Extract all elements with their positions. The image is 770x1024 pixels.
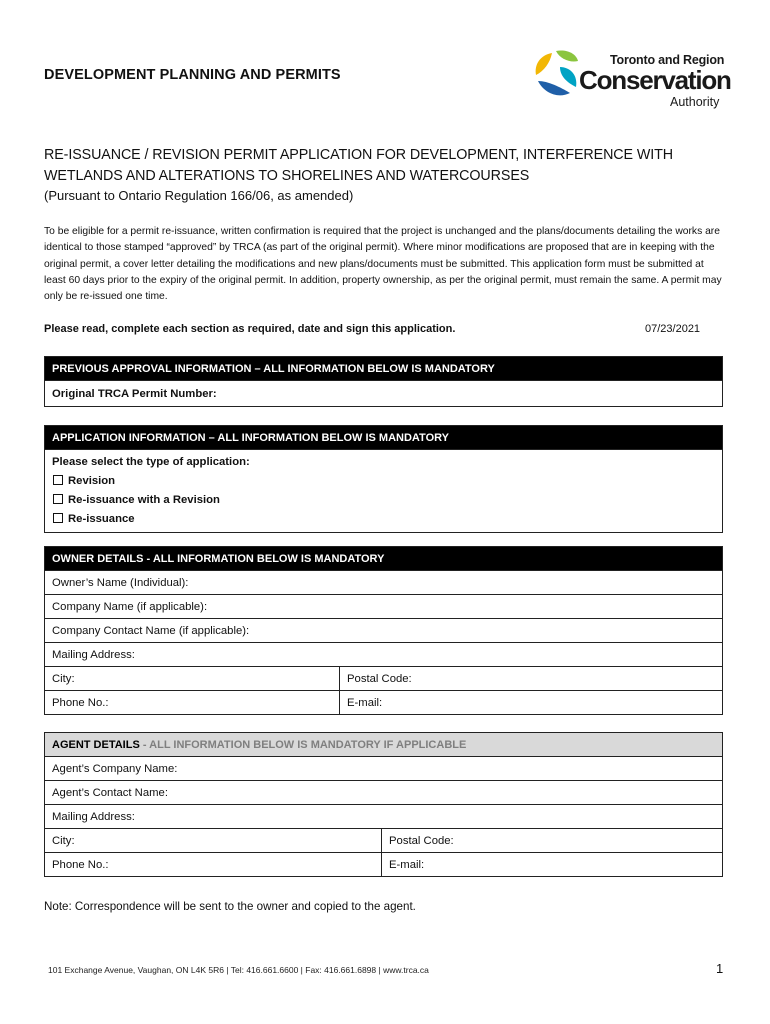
agent-header-bold: AGENT DETAILS — [52, 738, 140, 751]
owner-phone-field[interactable]: Phone No.: — [45, 691, 340, 715]
agent-details-header — [45, 733, 723, 757]
owner-name-field[interactable]: Owner’s Name (Individual): — [45, 571, 723, 595]
owner-details-section — [44, 546, 723, 715]
agent-phone-field[interactable]: Phone No.: — [45, 853, 382, 877]
instruction-text: Please read, complete each section as required, date and sign this application. — [44, 323, 456, 335]
application-info-section — [44, 425, 723, 533]
owner-postal-field[interactable]: Postal Code: — [340, 667, 723, 691]
application-type-cell — [45, 450, 723, 533]
option-label: Re-issuance — [68, 513, 135, 525]
agent-details-section — [44, 732, 723, 877]
option-reissuance[interactable] — [52, 510, 715, 529]
form-title-line-2: WETLANDS AND ALTERATIONS TO SHORELINES AND WATERCOURSES — [44, 168, 530, 184]
form-title-line-1: RE-ISSUANCE / REVISION PERMIT APPLICATION FOR DEVELOPMENT, INTERFERENCE WITH — [44, 147, 673, 163]
form-title — [44, 145, 724, 187]
footer-contact: 101 Exchange Avenue, Vaughan, ON L4K 5R6 | Tel: 416.661.6600 | Fax: 416.661.6898 | www.trca.ca — [48, 965, 429, 975]
trca-logo — [530, 49, 730, 113]
form-subtitle: (Pursuant to Ontario Regulation 166/06, as amended) — [44, 188, 354, 203]
application-date[interactable]: 07/23/2021 — [645, 323, 701, 335]
document-heading: DEVELOPMENT PLANNING AND PERMITS — [44, 67, 341, 83]
option-label: Revision — [68, 475, 116, 487]
agent-address-field[interactable]: Mailing Address: — [45, 805, 723, 829]
option-reissuance-with-revision[interactable] — [52, 491, 715, 510]
agent-postal-field[interactable]: Postal Code: — [382, 829, 723, 853]
owner-header-rest: - ALL INFORMATION BELOW IS MANDATORY — [143, 552, 385, 565]
application-type-prompt: Please select the type of application: — [52, 456, 250, 468]
owner-contact-field[interactable]: Company Contact Name (if applicable): — [45, 619, 723, 643]
intro-paragraph: To be eligible for a permit re-issuance, written confirmation is required that the project is unchanged and the plans/documents detailing the works are identical to those stamped “approved” by TRCA (as part of the original permit). Where minor modifications are proposed that are in keeping with the original permit, a cover letter detailing the modifications and new plans/documents must be submitted. This application form must be submitted at least 60 days prior to the expiry of the original permit. In addition, property ownership, as per the original permit, must remain the same. A permit may only be re-issued one time. — [44, 226, 722, 303]
leaf-logo-icon — [530, 49, 582, 101]
agent-company-field[interactable]: Agent’s Company Name: — [45, 757, 723, 781]
permit-number-label: Original TRCA Permit Number: — [52, 387, 217, 400]
page-number: 1 — [716, 961, 724, 976]
checkbox-icon[interactable] — [53, 475, 63, 485]
agent-contact-field[interactable]: Agent’s Contact Name: — [45, 781, 723, 805]
previous-approval-section — [44, 356, 723, 407]
logo-line-2: Conservation — [579, 65, 731, 95]
agent-header-rest: - ALL INFORMATION BELOW IS MANDATORY IF APPLICABLE — [139, 738, 467, 751]
permit-number-field[interactable] — [45, 381, 723, 407]
logo-line-1: Toronto and Region — [610, 53, 725, 67]
correspondence-note: Note: Correspondence will be sent to the owner and copied to the agent. — [44, 900, 416, 913]
owner-address-field[interactable]: Mailing Address: — [45, 643, 723, 667]
option-label: Re-issuance with a Revision — [68, 494, 220, 506]
agent-city-field[interactable]: City: — [45, 829, 382, 853]
owner-email-field[interactable]: E-mail: — [340, 691, 723, 715]
checkbox-icon[interactable] — [53, 513, 63, 523]
owner-company-field[interactable]: Company Name (if applicable): — [45, 595, 723, 619]
checkbox-icon[interactable] — [53, 494, 63, 504]
option-revision[interactable] — [52, 472, 715, 491]
application-info-header: APPLICATION INFORMATION – ALL INFORMATION BELOW IS MANDATORY — [45, 426, 723, 450]
logo-line-3: Authority — [670, 95, 720, 109]
agent-email-field[interactable]: E-mail: — [382, 853, 723, 877]
previous-approval-header: PREVIOUS APPROVAL INFORMATION – ALL INFORMATION BELOW IS MANDATORY — [45, 357, 723, 381]
owner-city-field[interactable]: City: — [45, 667, 340, 691]
owner-details-header — [45, 547, 723, 571]
owner-header-bold: OWNER DETAILS — [52, 552, 144, 565]
